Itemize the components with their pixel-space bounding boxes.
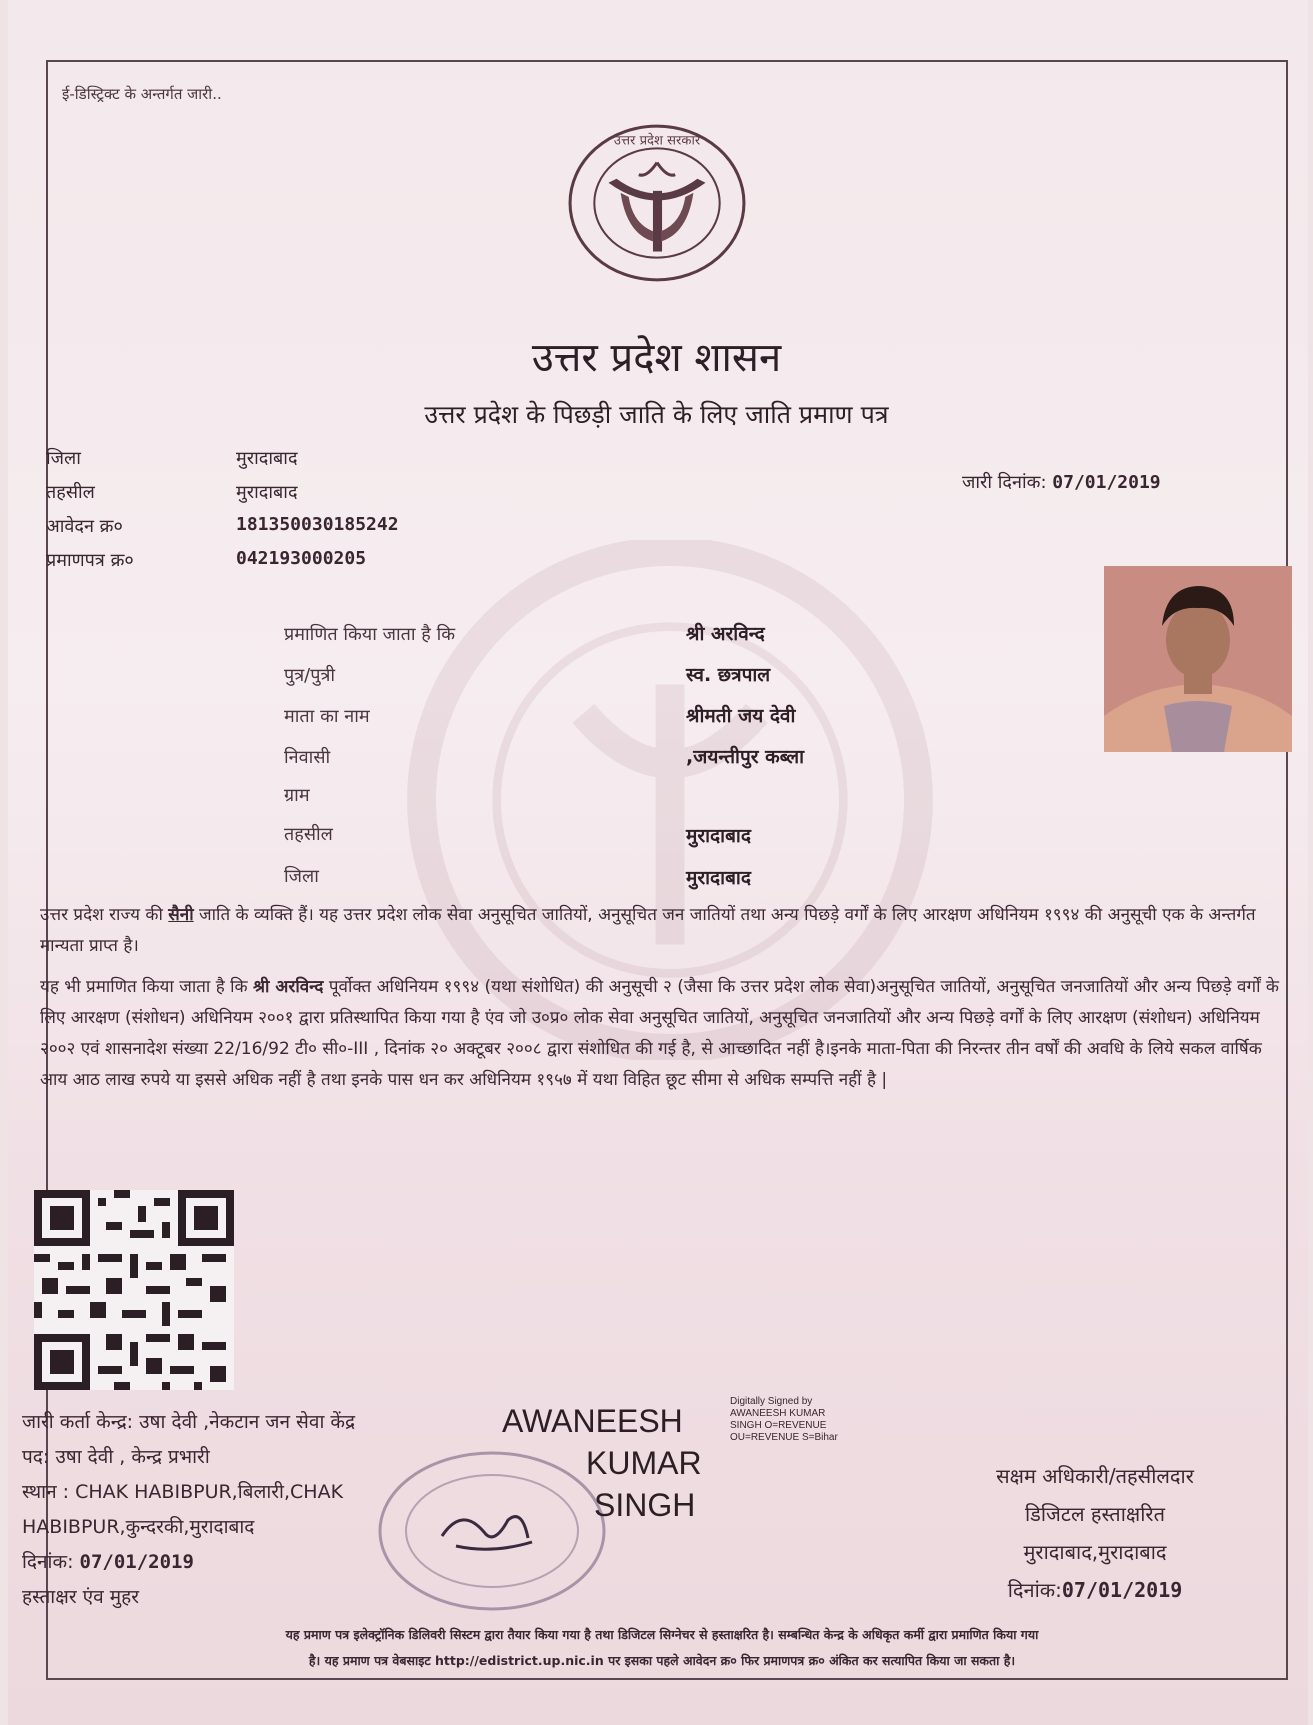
detail-district-value: मुरादाबाद (686, 867, 751, 889)
para2-text-a: यह भी प्रमाणित किया जाता है कि (40, 977, 254, 997)
issue-date-value: 07/01/2019 (1052, 472, 1161, 493)
certification-paragraph (40, 972, 1290, 1096)
certificate-label: प्रमाणपत्र क्र० (46, 550, 134, 571)
sig-note-line: Digitally Signed by (730, 1396, 813, 1407)
son-label: पुत्र/पुत्री (284, 665, 336, 686)
sign-and-seal-label: हस्ताक्षर एंव मुहर (22, 1586, 139, 1608)
up-govt-emblem-icon (566, 122, 748, 284)
issuer-date (22, 1548, 194, 1574)
detail-tehsil-value: मुरादाबाद (686, 825, 751, 847)
para2-text-b: पूर्वोक्त अधिनियम १९९४ (यथा संशोधित) की अनुसूची २ (जैसा कि उत्तर प्रदेश लोक सेवा)अनुसूचित जातियों, अनुसूचित जनजातियों और अन्य पिछड़े वर्गों के लिए आरक्षण (संशोधन) अधिनियम २००१ द्वारा प्रतिस्थापित किया गया है एंव जो उ०प्र० लोक सेवा अनुसूचित जातियों, अनुसूचित जनजातियों और अन्य पिछड़े वर्गों के लिए आरक्षण (संशोधन) अधिनियम २००२ एवं शासनादेश संख्या 22/16/92 टी० सी०-III , दिनांक २० अक्टूबर २००८ द्वारा संशोधित की गई है, से आच्छादित नहीं है।इनके माता-पिता की निरन्तर तीन वर्षों की अवधि के लिये सकल वार्षिक आय आठ लाख रुपये या इससे अधिक नहीं है तथा इनके पास धन कर अधिनियम १९५७ में यथा विहित छूट सीमा से अधिक सम्पत्ति नहीं है | (40, 977, 1279, 1090)
issuer-center: जारी कर्ता केन्द्र: उषा देवी ,नेकटान जन सेवा केंद्र (22, 1411, 356, 1433)
sig-note-line: AWANEESH KUMAR (730, 1408, 826, 1419)
footer-line1: यह प्रमाण पत्र इलेक्ट्रॉनिक डिलिवरी सिस्टम द्वारा तैयार किया गया है तथा डिजिटल सिग्नेचर से हस्ताक्षरित है। सम्बन्धित केन्द्र के अधिकृत कर्मी द्वारा प्रमाणित किया गया (285, 1627, 1039, 1642)
qr-code-icon (34, 1190, 234, 1390)
applicant-name: श्री अरविन्द (686, 623, 765, 645)
village-label: ग्राम (284, 785, 310, 806)
resident-label: निवासी (284, 747, 331, 768)
authority-date (930, 1576, 1260, 1603)
issuer-place-line1: स्थान : CHAK HABIBPUR,बिलारी,CHAK (22, 1481, 344, 1503)
certificate-subtitle: उत्तर प्रदेश के पिछड़ी जाति के लिए जाति प्रमाण पत्र (424, 400, 889, 429)
authority-date-label: दिनांक: (1007, 1578, 1062, 1602)
issuer-date-label: दिनांक: (22, 1551, 74, 1573)
sig-note-line: SINGH O=REVENUE (730, 1420, 827, 1431)
detail-district-label: जिला (284, 866, 319, 887)
issued-under-text: ई-डिस्ट्रिक्ट के अन्तर्गत जारी.. (62, 85, 222, 103)
authority-place: मुरादाबाद,मुरादाबाद (1023, 1540, 1167, 1564)
issuer-date-value: 07/01/2019 (79, 1551, 194, 1573)
authority-title: सक्षम अधिकारी/तहसीलदार (996, 1464, 1194, 1488)
footer-line2: है। यह प्रमाण पत्र वेबसाइट http://edistrict.up.nic.in पर इसका पहले आवेदन क्र० फिर प्रमाणपत्र क्र० अंकित कर सत्यापित किया जा सकता है। (308, 1653, 1016, 1668)
authority-digital: डिजिटल हस्ताक्षरित (1025, 1502, 1165, 1526)
application-number: 181350030185242 (236, 514, 399, 535)
mother-name: श्रीमती जय देवी (686, 705, 796, 727)
issuer-post: पद: उषा देवी , केन्द्र प्रभारी (22, 1446, 210, 1468)
resident-value: ,जयन्तीपुर कब्ला (686, 746, 805, 768)
para2-applicant-name: श्री अरविन्द (253, 977, 324, 997)
applicant-photo (1104, 566, 1292, 752)
father-name: स्व. छत्रपाल (686, 664, 771, 686)
certified-label: प्रमाणित किया जाता है कि (284, 624, 456, 645)
application-label: आवेदन क्र० (46, 516, 123, 537)
tehsil-value: मुरादाबाद (236, 482, 298, 503)
authority-date-value: 07/01/2019 (1061, 1578, 1183, 1602)
issue-date (962, 470, 1161, 494)
page-title: उत्तर प्रदेश शासन (531, 335, 782, 381)
caste-paragraph (40, 900, 1290, 962)
tehsil-label: तहसील (46, 482, 95, 503)
certificate-number: 042193000205 (236, 548, 367, 569)
issue-date-label: जारी दिनांक: (962, 472, 1047, 493)
district-value: मुरादाबाद (236, 448, 298, 469)
para1-text-a: उत्तर प्रदेश राज्य की (40, 905, 169, 925)
para1-text-b: जाति के व्यक्ति हैं। यह उत्तर प्रदेश लोक सेवा अनुसूचित जातियों, अनुसूचित जन जातियों तथा अन्य पिछड़े वर्गों के लिए आरक्षण अधिनियम १९९४ की अनुसूची एक के अन्तर्गत मान्यता प्राप्त है। (40, 905, 1256, 956)
mother-label: माता का नाम (284, 706, 370, 727)
signer-line3: SINGH (594, 1487, 696, 1523)
district-label: जिला (46, 448, 81, 469)
sig-note-line: OU=REVENUE S=Bihar (730, 1432, 838, 1443)
issuer-place-line2: HABIBPUR,कुन्दरकी,मुरादाबाद (22, 1516, 255, 1538)
signer-name (502, 1400, 702, 1526)
detail-tehsil-label: तहसील (284, 824, 333, 845)
emblem-ring-text: उत्तर प्रदेश सरकार (613, 133, 701, 149)
signer-line2: KUMAR (586, 1445, 702, 1481)
signer-line1: AWANEESH (502, 1403, 683, 1439)
caste-name: सैनी (168, 905, 194, 925)
digital-signature-note (730, 1396, 838, 1444)
